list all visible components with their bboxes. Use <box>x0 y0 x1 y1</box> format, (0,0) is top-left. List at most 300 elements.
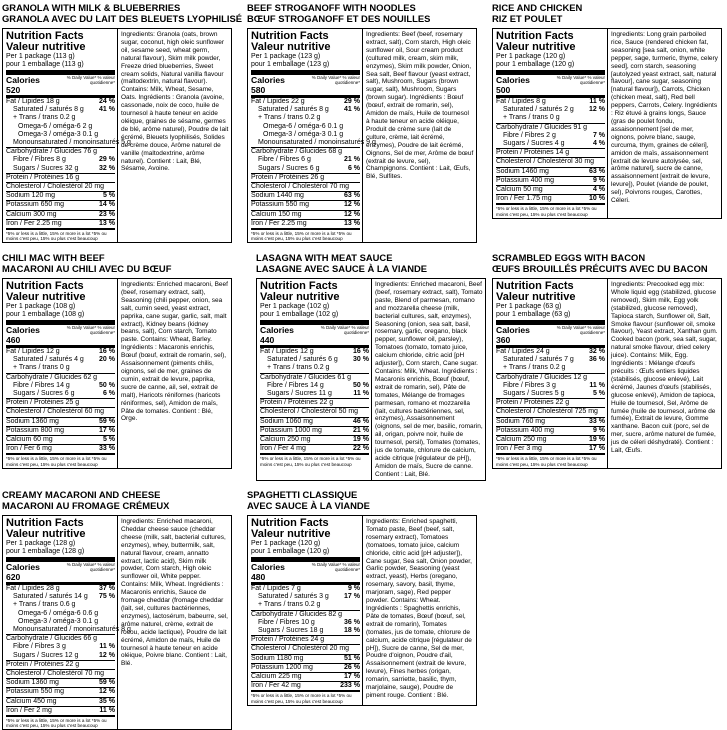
serving-size-en: Per 1 package (123 g) <box>251 53 321 60</box>
product-title-en: GRANOLA WITH MILK & BLUEBERRIES <box>2 2 181 13</box>
nutrition-facts-table <box>2 278 118 469</box>
nutrient-percent: 11 % <box>99 706 115 714</box>
nutrient-label: Calcium 250 mg <box>496 436 547 444</box>
nutrient-row <box>6 173 115 182</box>
nutrient-label: + Trans / trans 0.2 g <box>13 114 76 122</box>
product-cell-scrambled-eggs <box>492 253 722 469</box>
nutrient-row <box>6 678 115 687</box>
serving-size-en: Per 1 package (63 g) <box>496 303 562 310</box>
nutrient-percent: 9 % <box>347 585 360 592</box>
nutrient-label: Omega-3 / oméga-3 0.1 g <box>263 130 344 138</box>
nutrient-row <box>260 435 369 444</box>
label-row <box>247 515 477 706</box>
nutrient-label: Fibre / Fibres 14 g <box>13 381 70 389</box>
nutrient-row <box>6 123 115 131</box>
nutrient-label: Protein / Protéines 22 g <box>6 660 80 668</box>
nutrient-label: Carbohydrate / Glucides 66 g <box>6 635 98 643</box>
nutrient-row <box>496 347 605 356</box>
nutrient-percent: 11 % <box>99 643 115 651</box>
nutrient-label: Fibre / Fibres 2 g <box>503 131 556 139</box>
nutrient-row <box>496 444 605 453</box>
calories-value: Calories 360 <box>496 325 530 345</box>
nutrient-label: Calcium 50 mg <box>496 186 543 194</box>
nutrient-label: Saturated / saturés 14 g <box>13 593 88 601</box>
nutrient-row <box>251 147 360 156</box>
nutrient-percent: 17 % <box>589 445 605 453</box>
nutrient-label: Protein / Protéines 25 g <box>6 399 80 407</box>
daily-value-header: % Daily Value* % valeur quotidienne* <box>556 75 605 85</box>
nutrient-row <box>260 356 369 364</box>
nutrient-percent: 36 % <box>589 356 605 364</box>
nutrient-percent: 30 % <box>353 356 369 364</box>
nutrient-label: Cholesterol / Cholestérol 60 mg <box>6 408 105 416</box>
nutrient-label: Calcium 250 mg <box>260 436 311 444</box>
nutrient-row <box>251 123 360 131</box>
nutrient-row <box>6 191 115 200</box>
nutrient-row <box>260 407 369 416</box>
nutrient-row <box>251 654 360 663</box>
nutrient-label: Fibre / Fibres 6 g <box>258 156 311 164</box>
nutrient-row <box>251 584 360 593</box>
product-cell-lasagna <box>256 253 486 481</box>
nutrient-row <box>6 626 131 634</box>
nutrient-label: Saturated / saturés 7 g <box>503 356 574 364</box>
nutrition-facts-heading: Nutrition Facts <box>496 30 574 42</box>
nutrient-percent: 17 % <box>99 426 115 434</box>
nutrient-row <box>251 97 360 106</box>
serving-size-en: Per 1 package (128 g) <box>6 540 76 547</box>
footnote: *5% or less is a little, 15% or more is a lot *5% ou moins c'est peu, 15% ou plus c'est beaucoup <box>251 690 360 703</box>
calories-value: Calories 500 <box>496 75 530 95</box>
nutrient-percent: 5 % <box>592 390 605 398</box>
nutrient-label: Potassium 1200 mg <box>251 663 313 671</box>
nutrition-facts-table <box>247 28 376 243</box>
nutrient-row <box>6 210 115 219</box>
product-title-en: CREAMY MACARONI AND CHEESE <box>2 489 161 500</box>
nutrient-percent: 4 % <box>592 186 605 194</box>
nutrient-percent: 75 % <box>99 593 115 601</box>
product-title-fr: LASAGNE AVEC SAUCE À LA VIANDE <box>256 262 428 274</box>
nutrient-label: Carbohydrate / Glucides 68 g <box>251 148 343 156</box>
nutrient-row <box>496 407 605 416</box>
nutrient-label: Carbohydrate / Glucides 91 g <box>496 123 588 131</box>
calories-row <box>6 325 115 345</box>
nutrient-percent: 21 % <box>353 426 369 434</box>
ingredients-text: Ingredients: Enriched macaroni, Cheddar cheese sauce (cheddar cheese (milk, salt, bacterial cultures, enzymes), whey, buttermilk, salt, natural flavour, cream, annatto extract, lactic acid), Skim milk powder, Corn starch, High oleic sunflower oil, White pepper. Contains: Milk, Wheat. Ingrédients : Macaronis enrichis, Sauce de fromage cheddar (fromage cheddar (lait, sel, cultures bactériennes, enzymes), lactosérum, babeurre, sel, arôme naturel, crème, extrait de rocou, acide lactique), Poudre de lait écrémé, Amidon de maïs, Huile de tournesol à haute teneur en acide oléique, Poivre blanc. Contient : Lait, Blé. <box>118 515 232 730</box>
nutrient-percent: 21 % <box>344 156 360 164</box>
nutrient-label: Saturated / saturés 4 g <box>13 356 84 364</box>
product-title-fr: BŒUF STROGANOFF ET DES NOUILLES <box>247 12 431 24</box>
nutrient-percent: 37 % <box>99 585 115 592</box>
nutrient-label: Sodium 120 mg <box>6 192 56 200</box>
nutrient-percent: 63 % <box>344 192 360 200</box>
ingredients-text: Ingredients: Precooked egg mix: Whole liquid egg (stabilized, glucose removed), Skim milk, Egg yolk (stabilized, glucose removed), Tapioca starch, Sunflower oil, Salt, Smoke flavour (sunflower oil, smoke flavour), Yeast extract, Xanthan gum. Cooked bacon (pork, sea salt, sugar, natural smoke flavour, dried celery juice). Contains: Milk, Egg. Ingrédients : Mélange d'œufs précuits : Œufs entiers liquides (stabilisés, glucose enlevé), Lait écrémé, Jaunes d'œufs (stabilisés, glucose enlevé), Amidon de tapioca, Huile de tournesol, Sel, Arôme de fumée (huile de tournesol, arôme de fumée), Extrait de levure, Gomme xanthane. Bacon cuit (porc, sel de mer, sucre, arôme naturel de fumée, jus de céleri déshydraté). Contient : Lait, Œufs. <box>608 278 722 469</box>
product-title-fr: MACARONI AU FROMAGE CRÉMEUX <box>2 499 170 511</box>
nutrient-label: Saturated / saturés 6 g <box>267 356 338 364</box>
nutrient-percent: 18 % <box>344 627 360 635</box>
nutrient-label: Saturated / saturés 2 g <box>503 106 574 114</box>
nutrient-percent: 16 % <box>353 348 369 355</box>
nutrient-label: Sodium 1460 mg <box>496 167 549 175</box>
nutrient-row <box>496 373 605 382</box>
nutrient-label: Potassium 650 mg <box>6 201 64 209</box>
nutrient-percent: 12 % <box>344 210 360 218</box>
nutrient-row <box>6 706 115 715</box>
nutrient-row <box>6 407 115 416</box>
nutrient-row <box>251 131 360 139</box>
nutrient-row <box>6 584 115 593</box>
footnote: *5% or less is a little, 15% or more is a lot *5% ou moins c'est peu, 15% ou plus c'est beaucoup <box>260 453 369 466</box>
nutrient-label: + Trans / trans 0 g <box>503 114 560 122</box>
nutrient-row <box>251 593 360 601</box>
product-title-en: SCRAMBLED EGGS WITH BACON <box>492 252 646 263</box>
daily-value-header: % Daily Value* % valeur quotidienne* <box>66 75 115 85</box>
nutrient-label: Fat / Lipides 7 g <box>251 585 301 592</box>
nutrient-label: Protein / Protéines 16 g <box>6 173 80 181</box>
nutrient-label: Potassium 550 mg <box>6 688 64 696</box>
nutrient-row <box>6 593 115 601</box>
nutrient-row <box>251 601 360 609</box>
product-title-fr: MACARONI AU CHILI AVEC DU BŒUF <box>2 262 172 274</box>
nutrient-row <box>496 176 605 185</box>
nutrient-row <box>251 173 360 182</box>
nutrient-label: + Trans / trans 0.2 g <box>503 364 566 372</box>
nutrient-percent: 14 % <box>99 201 115 209</box>
nutrient-row <box>6 398 115 407</box>
footnote: *5% or less is a little, 15% or more is a lot *5% ou moins c'est peu, 15% ou plus c'est beaucoup <box>251 228 360 241</box>
serving-size-fr: pour 1 emballage (128 g) <box>6 548 85 555</box>
nutrient-percent: 32 % <box>99 164 115 172</box>
serving-size-fr: pour 1 emballage (120 g) <box>496 61 575 68</box>
nutrient-row <box>6 435 115 444</box>
valeur-nutritive-heading: Valeur nutritive <box>251 41 331 53</box>
product-cell-rice-chicken <box>492 3 722 219</box>
nutrient-label: Cholesterol / Cholestérol 30 mg <box>496 158 595 166</box>
nutrient-label: Carbohydrate / Glucides 76 g <box>6 148 98 156</box>
nutrient-label: Cholesterol / Cholestérol 50 mg <box>260 408 359 416</box>
nutrient-row <box>496 364 605 372</box>
nutrient-percent: 32 % <box>589 348 605 355</box>
nutrient-percent: 11 % <box>589 98 605 105</box>
nutrient-percent: 5 % <box>102 192 115 200</box>
nutrient-percent: 41 % <box>99 106 115 114</box>
valeur-nutritive-heading: Valeur nutritive <box>6 41 86 53</box>
nutrient-label: Calcium 60 mg <box>6 436 53 444</box>
nutrient-percent: 33 % <box>99 445 115 453</box>
valeur-nutritive-heading: Valeur nutritive <box>6 528 86 540</box>
nutrient-label: Sodium 760 mg <box>496 417 546 425</box>
nutrient-row <box>496 382 605 390</box>
nutrition-facts-table <box>492 278 608 469</box>
nutrient-percent: 29 % <box>99 156 115 164</box>
nutrient-row <box>496 398 605 407</box>
calories-row <box>6 75 115 95</box>
nutrient-percent: 9 % <box>592 426 605 434</box>
nutrient-percent: 50 % <box>99 381 115 389</box>
nutrient-row <box>6 697 115 706</box>
nutrient-label: Potassium 400 mg <box>496 426 554 434</box>
serving-size-en: Per 1 package (108 g) <box>6 303 76 310</box>
nutrient-percent: 233 % <box>340 682 360 690</box>
nutrient-row <box>496 356 605 364</box>
nutrient-row <box>6 634 115 643</box>
nutrient-label: Cholesterol / Cholestérol 20 mg <box>6 183 105 191</box>
nutrient-label: Fat / Lipides 12 g <box>6 348 60 355</box>
nutrient-label: Sugars / Sucres 12 g <box>13 651 79 659</box>
nutrient-percent: 41 % <box>344 106 360 114</box>
nutrient-label: Fibre / Fibres 3 g <box>503 381 556 389</box>
nutrient-label: Calcium 225 mg <box>251 673 302 681</box>
nutrient-row <box>6 200 115 209</box>
footnote: *5% or less is a little, 15% or more is a lot *5% ou moins c'est peu, 15% ou plus c'est beaucoup <box>6 228 115 241</box>
label-row <box>247 28 477 243</box>
nutrient-label: Carbohydrate / Glucides 61 g <box>260 373 352 381</box>
nutrient-row <box>260 347 369 356</box>
nutrition-facts-heading: Nutrition Facts <box>251 517 329 529</box>
footnote: *5% or less is a little, 15% or more is a lot *5% ou moins c'est peu, 15% ou plus c'est beaucoup <box>496 203 605 216</box>
serving-size-fr: pour 1 emballage (120 g) <box>251 548 330 555</box>
nutrient-row <box>6 182 115 191</box>
serving-size-fr: pour 1 emballage (63 g) <box>496 311 571 318</box>
nutrient-label: Monounsaturated / monoinsaturés 9 g <box>258 139 376 147</box>
nutrient-row <box>496 390 605 398</box>
nutrient-row <box>496 426 605 435</box>
valeur-nutritive-heading: Valeur nutritive <box>6 291 86 303</box>
product-cell-spaghetti <box>247 490 477 706</box>
nutrient-percent: 59 % <box>99 679 115 687</box>
valeur-nutritive-heading: Valeur nutritive <box>260 291 340 303</box>
nutrient-percent: 6 % <box>102 390 115 398</box>
nutrient-label: Sugars / Sucres 11 g <box>267 390 332 398</box>
product-title-fr: GRANOLA AVEC DU LAIT DES BLEUETS LYOPHILISÉ <box>2 12 242 24</box>
nutrient-label: Sodium 1440 mg <box>251 192 304 200</box>
serving-size-fr: pour 1 emballage (102 g) <box>260 311 339 318</box>
nutrient-label: Omega-6 / oméga-6 2 g <box>18 122 93 130</box>
product-title-en: BEEF STROGANOFF WITH NOODLES <box>247 2 416 13</box>
ingredients-text: Ingredients: Enriched macaroni, Beef (beef, rosemary extract, salt), Tomato paste, Blend of parmesan, romano and mozzarella cheese (milk, bacterial cultures, salt, enzymes), Seasoning (onion, sea salt, basil, rosemary, garlic, oregano, black pepper, sunflower oil, parsley), Tomatoes (tomato, tomato juice, calcium chloride, citric acid [pH adjuster]), Corn starch, Cane sugar. Contains: Milk, Wheat. Ingrédients : Macaronis enrichis, Bœuf (bœuf, extrait de romarin, sel), Pâte de tomates, Mélange de fromages parmesan, romano et mozzarella (lait, cultures bactériennes, sel, enzymes), Assaisonnement (oignons, sel de mer, basilic, romarin, ail, origan, poivre noir, huile de tournesol, persil), Tomates (tomates, jus de tomate, chlorure de calcium, acide citrique [régulateur de pH]), Amidon de maïs, Sucre de canne. Contient : Lait, Blé. <box>372 278 486 481</box>
nutrient-row <box>260 373 369 382</box>
nutrient-row <box>251 219 360 228</box>
nutrient-row <box>6 364 115 372</box>
nutrient-percent: 11 % <box>589 381 605 389</box>
nutrient-row <box>6 106 115 114</box>
nutrition-facts-table <box>247 515 363 706</box>
nutrition-facts-heading: Nutrition Facts <box>496 280 574 292</box>
nutrient-row <box>260 417 369 426</box>
nutrient-label: Calcium 150 mg <box>251 210 302 218</box>
nutrient-label: + Trans / trans 0.6 g <box>13 601 76 609</box>
nutrient-label: Fibre / Fibres 8 g <box>13 156 66 164</box>
valeur-nutritive-heading: Valeur nutritive <box>251 528 331 540</box>
nutrient-percent: 19 % <box>353 436 369 444</box>
nutrient-row <box>496 140 605 148</box>
nutrient-label: Calcium 450 mg <box>6 697 57 705</box>
nutrient-row <box>251 644 360 653</box>
nutrient-label: Cholesterol / Cholestérol 70 mg <box>6 670 105 678</box>
nutrient-label: Iron / Fer 1.75 mg <box>496 195 552 203</box>
nutrient-row <box>6 373 115 382</box>
nutrient-row <box>6 652 115 660</box>
nutrient-label: + Trans / trans 0.2 g <box>258 601 321 609</box>
nutrient-label: Monounsaturated / monoinsaturés 8 g <box>13 626 131 634</box>
label-row <box>2 278 232 469</box>
nutrient-row <box>251 200 360 209</box>
nutrient-label: Carbohydrate / Glucides 82 g <box>251 610 343 618</box>
nutrient-percent: 59 % <box>99 417 115 425</box>
calories-value: Calories 460 <box>6 325 40 345</box>
footnote: *5% or less is a little, 15% or more is a lot *5% ou moins c'est peu, 15% ou plus c'est beaucoup <box>6 715 115 728</box>
nutrient-row <box>6 165 115 173</box>
nutrient-label: Iron / Fer 2 mg <box>6 706 52 714</box>
nutrient-row <box>6 687 115 696</box>
nutrient-label: Sugars / Sucres 32 g <box>13 164 79 172</box>
nutrient-row <box>251 114 360 122</box>
nutrient-row <box>251 106 360 114</box>
nutrition-facts-table <box>2 515 131 730</box>
nutrient-label: Fat / Lipides 22 g <box>251 98 305 105</box>
nutrient-row <box>251 619 360 627</box>
nutrient-label: Iron / Fer 4 mg <box>260 445 306 453</box>
nutrient-label: Omega-6 / oméga-6 0.1 g <box>263 122 344 130</box>
nutrient-row <box>6 426 115 435</box>
nutrient-percent: 16 % <box>99 348 115 355</box>
nutrient-label: Omega-6 / oméga-6 0.6 g <box>18 609 99 617</box>
nutrient-label: Fat / Lipides 18 g <box>6 98 60 105</box>
nutrition-facts-heading: Nutrition Facts <box>6 517 84 529</box>
label-row <box>2 28 232 243</box>
nutrient-row <box>6 444 115 453</box>
nutrient-row <box>6 219 115 228</box>
nutrient-row <box>496 194 605 203</box>
nutrient-row <box>496 148 605 157</box>
nutrient-label: Carbohydrate / Glucides 62 g <box>6 373 98 381</box>
nutrient-row <box>6 347 115 356</box>
nutrient-row <box>6 382 115 390</box>
nutrient-row <box>6 131 115 139</box>
nutrient-row <box>6 669 115 678</box>
nutrient-row <box>6 139 131 147</box>
product-title-fr: ŒUFS BROUILLÉS PRÉCUITS AVEC DU BACON <box>492 262 708 274</box>
nutrient-row <box>6 643 115 651</box>
nutrition-facts-table <box>2 28 131 243</box>
nutrient-label: Monounsaturated / monoinsaturés 5 g <box>13 139 131 147</box>
label-row <box>256 278 486 481</box>
nutrition-facts-heading: Nutrition Facts <box>6 30 84 42</box>
nutrient-label: Iron / Fer 2.25 mg <box>6 219 62 227</box>
nutrient-label: Sugars / Sucres 6 g <box>258 164 320 172</box>
product-cell-mac-cheese <box>2 490 232 730</box>
nutrient-label: Cholesterol / Cholestérol 725 mg <box>496 408 598 416</box>
nutrient-percent: 35 % <box>99 697 115 705</box>
nutrient-percent: 17 % <box>344 593 360 601</box>
calories-row <box>6 562 115 582</box>
valeur-nutritive-heading: Valeur nutritive <box>496 41 576 53</box>
ingredients-text: Ingredients: Long grain parboiled rice, Sauce (rendered chicken fat, seasoning [sea salt, onion, white pepper, sage, turmeric, thyme, celery seed], corn starch, seasoning [autolyzed yeast extract, salt, natural flavour], cane sugar, seasoning [natural flavour]), Carrots, Chicken (chicken meat, salt), Red bell peppers, Carrots, Celery. Ingrédients : Riz étuvé à grains longs, Sauce (gras de poulet fondu, assaisonnement [sel de mer, oignons, poivre blanc, sauge, curcuma, thym, graines de céleri], amidon de maïs, assaisonnement [extrait de levure autolysée, sel, arôme naturel], sucre de canne, assaisonnement [extrait de levure, levure]), Poulet (viande de poulet, sel), Poivrons rouges, Carottes, Céleri. <box>608 28 722 219</box>
calories-row <box>496 325 605 345</box>
nutrient-percent: 11 % <box>353 390 369 398</box>
product-cell-beef-stroganoff <box>247 3 477 243</box>
nutrient-label: Fibre / Fibres 3 g <box>13 643 66 651</box>
footnote: *5% or less is a little, 15% or more is a lot *5% ou moins c'est peu, 15% ou plus c'est beaucoup <box>6 453 115 466</box>
calories-value: Calories 580 <box>251 75 285 95</box>
nutrient-label: Potassium 800 mg <box>6 426 64 434</box>
label-row <box>492 278 722 469</box>
nutrient-percent: 13 % <box>99 219 115 227</box>
serving-size-fr: pour 1 emballage (113 g) <box>6 61 84 68</box>
nutrient-percent: 12 % <box>344 201 360 209</box>
serving-size-en: Per 1 package (102 g) <box>260 303 330 310</box>
footnote: *5% or less is a little, 15% or more is a lot *5% ou moins c'est peu, 15% ou plus c'est beaucoup <box>496 453 605 466</box>
nutrient-percent: 20 % <box>99 356 115 364</box>
nutrient-label: Cholesterol / Cholestérol 20 mg <box>251 645 350 653</box>
nutrient-row <box>496 157 605 166</box>
nutrient-row <box>260 398 369 407</box>
nutrient-row <box>6 618 115 626</box>
nutrient-row <box>251 681 360 690</box>
nutrient-row <box>251 139 376 147</box>
nutrient-row <box>251 635 360 644</box>
nutrient-row <box>6 601 115 609</box>
nutrient-label: Potassium 550 mg <box>251 201 309 209</box>
nutrient-label: Fibre / Fibres 10 g <box>258 618 315 626</box>
nutrient-percent: 4 % <box>592 140 605 148</box>
nutrient-row <box>260 426 369 435</box>
serving-size-fr: pour 1 emballage (123 g) <box>251 61 330 68</box>
nutrient-row <box>260 382 369 390</box>
nutrient-row <box>251 182 360 191</box>
nutrient-percent: 46 % <box>353 417 369 425</box>
nutrient-percent: 5 % <box>102 436 115 444</box>
daily-value-header: % Daily Value* % valeur quotidienne* <box>556 325 605 335</box>
calories-value: Calories 620 <box>6 562 40 582</box>
nutrient-percent: 7 % <box>592 131 605 139</box>
nutrient-percent: 51 % <box>344 654 360 662</box>
nutrient-row <box>251 610 360 619</box>
nutrient-label: Protein / Protéines 26 g <box>251 173 325 181</box>
nutrient-row <box>496 106 605 114</box>
nutrient-percent: 19 % <box>589 436 605 444</box>
nutrient-row <box>6 417 115 426</box>
nutrient-label: Saturated / saturés 3 g <box>258 593 329 601</box>
nutrition-facts-heading: Nutrition Facts <box>260 280 338 292</box>
nutrient-label: Carbohydrate / Glucides 12 g <box>496 373 588 381</box>
daily-value-header: % Daily Value* % valeur quotidienne* <box>66 325 115 335</box>
nutrient-label: Protein / Protéines 24 g <box>251 636 325 644</box>
nutrient-label: Protein / Protéines 22 g <box>260 399 334 407</box>
nutrient-percent: 50 % <box>353 381 369 389</box>
calories-value: Calories 480 <box>251 562 285 582</box>
calories-row <box>496 75 605 95</box>
nutrient-percent: 26 % <box>344 663 360 671</box>
nutrient-row <box>251 672 360 681</box>
nutrient-row <box>6 156 115 164</box>
nutrient-label: Iron / Fer 42 mg <box>251 682 301 690</box>
nutrient-label: Omega-3 / oméga-3 0.1 g <box>18 617 99 625</box>
nutrition-facts-heading: Nutrition Facts <box>251 30 329 42</box>
serving-size-en: Per 1 package (113 g) <box>6 53 75 60</box>
serving-size-en: Per 1 package (120 g) <box>251 540 321 547</box>
nutrient-label: Fat / Lipides 24 g <box>496 348 550 355</box>
nutrient-label: Saturated / saturés 8 g <box>258 106 329 114</box>
nutrient-row <box>496 417 605 426</box>
ingredients-text: Ingredients: Granola (oats, brown sugar, coconut, high oleic sunflower oil, sesame seed, wheat germ, natural flavour), Skim milk powder, Freeze dried blueberries, Sweet cream solids, Natural vanilla flavour (maltodextrin, natural flavour). Contains: Milk, Wheat, Sesame, Oats. Ingrédients : Granola (avoine, cassonade, noix de coco, huile de tournesol à haute teneur en acide oléique, graines de sésame, germes de blé, arôme naturel), Poudre de lait écrémé, Bleuets lyophilisés, Solides de crème douce, Arôme naturel de vanille (maltodextrine, arôme naturel). Contient : Lait, Blé, Sésame, Avoine. <box>118 28 232 243</box>
nutrient-row <box>260 390 369 398</box>
nutrient-percent: 24 % <box>99 98 115 105</box>
nutrient-percent: 12 % <box>589 106 605 114</box>
nutrient-label: Calcium 300 mg <box>6 210 57 218</box>
nutrient-percent: 6 % <box>347 164 360 172</box>
nutrient-percent: 22 % <box>353 445 369 453</box>
